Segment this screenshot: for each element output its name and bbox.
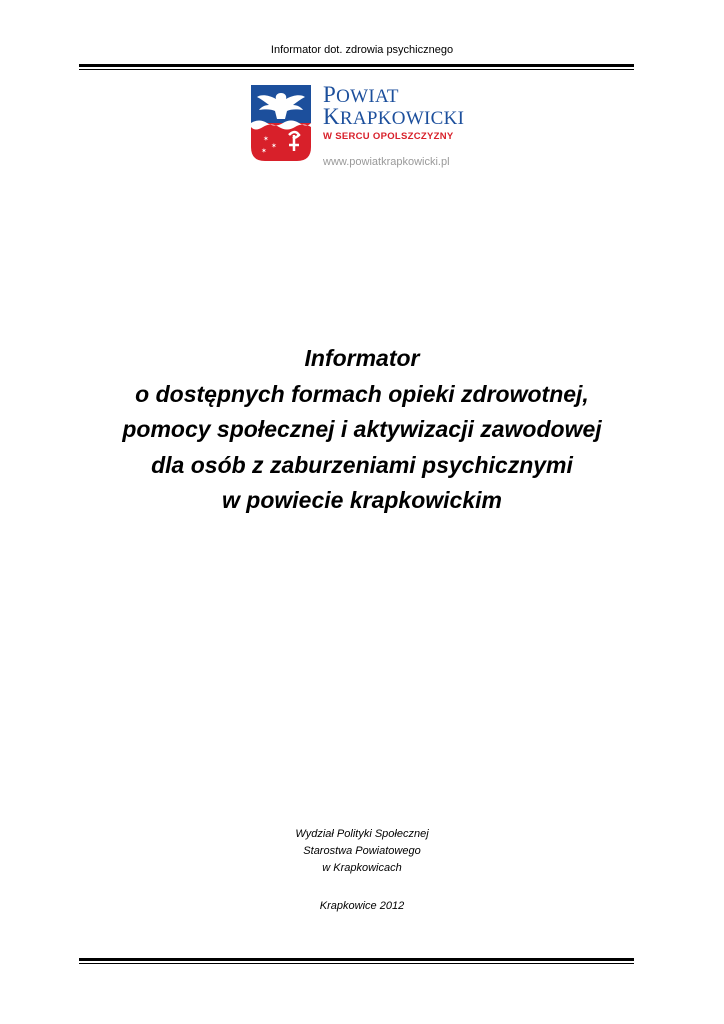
title-line: dla osób z zaburzeniami psychicznymi [151,451,573,478]
footer-rule [79,958,634,964]
publisher-line: Starostwa Powiatowego [303,845,421,857]
svg-text:✶: ✶ [261,147,267,155]
document-title [0,341,724,519]
title-line: pomocy społecznej i aktywizacji zawodowej [122,416,602,442]
logo-url: www.powiatkrapkowicki.pl [323,156,450,168]
place-year: Krapkowice 2012 [319,900,405,912]
title-line: o dostępnych formach opieki zdrowotnej, [135,380,589,407]
svg-text:✶: ✶ [263,135,269,143]
header-rule [79,64,634,70]
logo-tagline: W SERCU OPOLSZCZYZNY [323,131,454,142]
publisher-line: Wydział Polityki Społecznej [295,828,429,840]
publisher-block [0,826,724,877]
running-header: Informator dot. zdrowia psychicznego [270,44,454,56]
logo-line-krapkowicki: KRAPKOWICKI [323,104,465,129]
coat-of-arms-icon [251,85,311,161]
publisher-line: w Krapkowicach [322,862,402,874]
title-line: Informator [304,345,420,371]
title-line: w powiecie krapkowickim [222,487,502,513]
powiat-logo [251,82,491,168]
logo-line-powiat: POWIAT [323,82,399,107]
svg-text:✶: ✶ [271,142,277,150]
